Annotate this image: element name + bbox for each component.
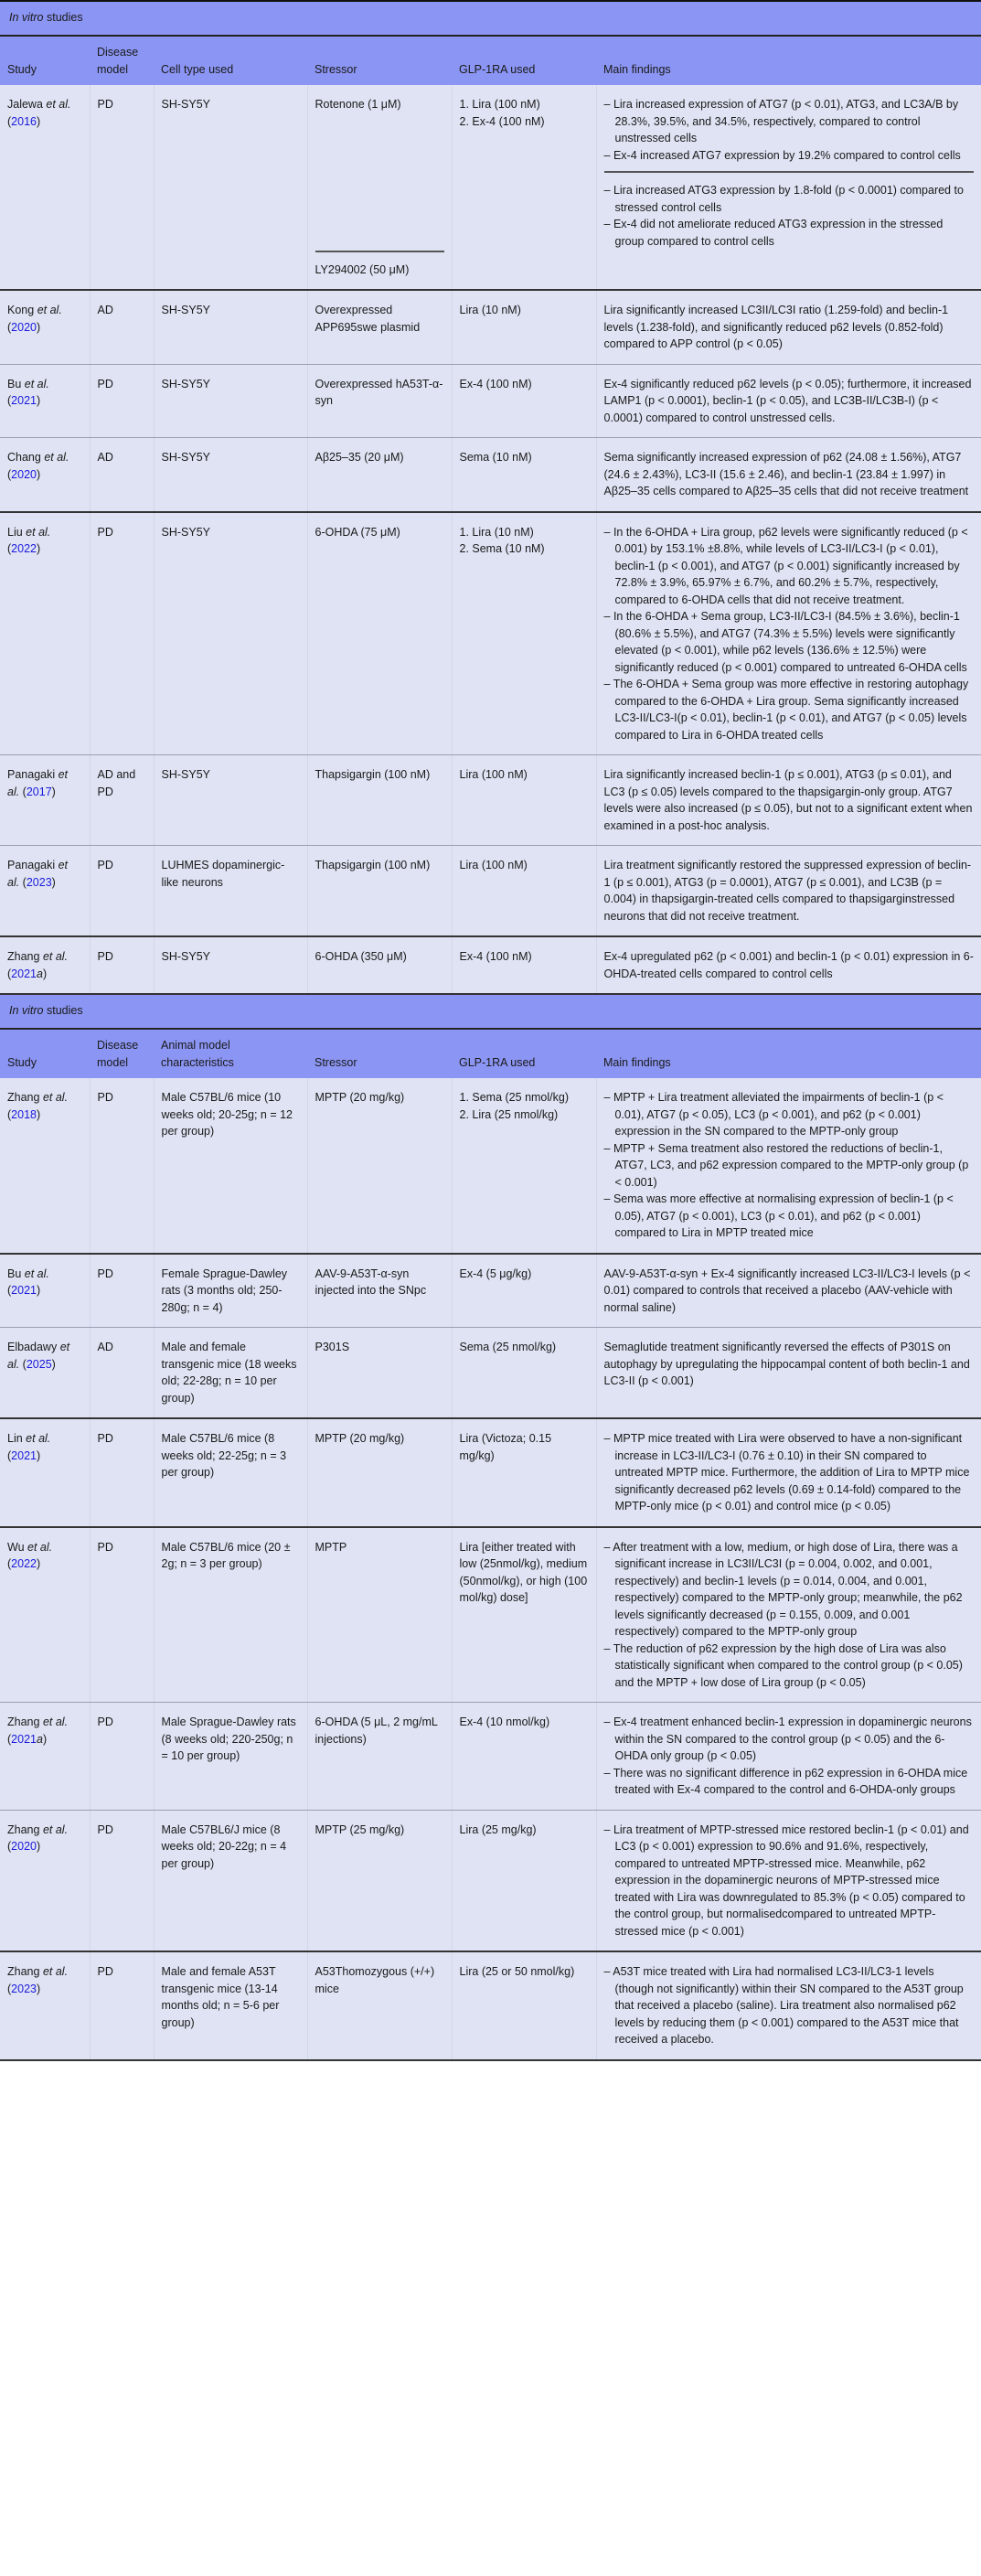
finding-bullet-item: – A53T mice treated with Lira had normalised LC3-II/LC3-1 levels (though not significantly) within their SN compared to the A53T group that received a placebo (saline). Lira treatment also normalised p62 levels by reducing them (p < 0.001) compared to the A53T mice that received a placebo. — [604, 1963, 975, 2048]
study-etal: et al. — [27, 1540, 53, 1554]
study-etal: et al. — [42, 1716, 69, 1728]
cell-type-cell: SH-SY5Y — [154, 364, 307, 438]
column-header: Study — [0, 1029, 90, 1078]
glp1ra-entry — [460, 376, 589, 393]
table-row — [0, 1810, 981, 1951]
glp1ra-entry — [460, 766, 589, 784]
citation-year-link[interactable]: 2023 — [26, 875, 52, 889]
study-cell: Zhang et al. (2023) — [0, 1951, 90, 2060]
disease-model-cell: PD — [90, 512, 154, 755]
study-cell: Bu et al. (2021) — [0, 364, 90, 438]
citation-year-link[interactable]: 2025 — [26, 1357, 52, 1371]
study-cell: Bu et al. (2021) — [0, 1254, 90, 1328]
findings-sub — [604, 96, 975, 164]
study-etal: et al. — [42, 950, 69, 963]
table-row — [0, 1254, 981, 1328]
stressor-cell: 6-OHDA (350 μM) — [307, 936, 452, 994]
stressor-cell: Aβ25–35 (20 μM) — [307, 438, 452, 512]
study-etal: et al. — [7, 768, 69, 798]
animal-model-cell: Male C57BL/6 mice (20 ± 2g; n = 3 per group) — [154, 1527, 307, 1703]
finding-bullet-item: – The 6-OHDA + Sema group was more effective in restoring autophagy compared to the 6-OHDA + Lira group. Sema significantly increased LC3-II/LC3-I(p < 0.01), beclin-1 (p < 0.01), and ATG7 (p < 0.05) levels compared to Lira in 6-OHDA treated cells — [604, 676, 975, 743]
glp1ra-entry-item: 1. Sema (25 nmol/kg) — [459, 1091, 569, 1104]
disease-model-cell: PD — [90, 846, 154, 937]
stressor-cell: P301S — [307, 1328, 452, 1419]
stressor-cell: MPTP — [307, 1527, 452, 1703]
study-author: Jalewa — [7, 98, 43, 111]
main-findings-cell: Semaglutide treatment significantly reversed the effects of P301S on autophagy by upregulating the hippocampal content of both beclin-1 and LC3-II (p < 0.001) — [596, 1328, 981, 1419]
finding-bullet-item: – There was no significant difference in p62 expression in 6-OHDA mice treated with Ex-4 compared to the control and 6-OHDA-only groups — [604, 1765, 975, 1799]
glp1ra-entry — [460, 1266, 589, 1283]
main-findings-cell — [596, 1078, 981, 1254]
stressor-cell: Thapsigargin (100 nM) — [307, 846, 452, 937]
citation-year-link[interactable]: 2021 — [11, 1732, 37, 1746]
glp1ra-entry-item: 1. Lira (100 nM) — [459, 98, 540, 111]
study-cell: Wu et al. (2022) — [0, 1527, 90, 1703]
citation-year-link[interactable]: 2021 — [11, 394, 37, 407]
glp1ra-cell — [452, 1254, 596, 1328]
citation-year-link[interactable]: 2020 — [11, 1840, 37, 1853]
study-author: Zhang — [7, 950, 40, 963]
glp1ra-cell — [452, 512, 596, 755]
stressor-sub: LY294002 (50 μM) — [315, 251, 444, 279]
glp1ra-cell — [452, 364, 596, 438]
disease-model-cell: PD — [90, 936, 154, 994]
glp1ra-entry — [460, 1822, 589, 1839]
finding-bullet — [604, 1822, 975, 1940]
glp1ra-entry-item: Ex-4 (5 μg/kg) — [459, 1267, 532, 1280]
disease-model-cell: AD and PD — [90, 755, 154, 846]
study-cell: Zhang et al. (2021a) — [0, 936, 90, 994]
study-author: Panagaki — [7, 768, 56, 781]
stressor-cell: MPTP (20 mg/kg) — [307, 1078, 452, 1254]
glp1ra-entry-item: 2. Sema (10 nM) — [459, 542, 545, 555]
glp1ra-entry — [460, 96, 589, 130]
animal-model-cell: Male C57BL/6 mice (8 weeks old; 22-25g; n = 3 per group) — [154, 1418, 307, 1527]
table-row — [0, 1527, 981, 1703]
disease-model-cell: AD — [90, 1328, 154, 1419]
main-findings-cell — [596, 1810, 981, 1951]
glp1ra-entry — [460, 1339, 589, 1356]
finding-bullet — [604, 96, 975, 164]
column-header: Disease model — [90, 36, 154, 85]
glp1ra-entry-item: Ex-4 (100 nM) — [459, 377, 532, 390]
stressor-sub: Rotenone (1 μM) — [315, 98, 401, 111]
disease-model-cell: PD — [90, 1254, 154, 1328]
citation-year-link[interactable]: 2021 — [11, 1448, 37, 1462]
cell-type-cell: SH-SY5Y — [154, 85, 307, 290]
glp1ra-entry-item: Lira (Victoza; 0.15 mg/kg) — [459, 1432, 552, 1462]
glp1ra-cell — [452, 438, 596, 512]
study-author: Lin — [7, 1432, 23, 1445]
glp1ra-cell — [452, 1810, 596, 1951]
stressor-cell: AAV-9-A53T-α-syn injected into the SNpc — [307, 1254, 452, 1328]
disease-model-cell: PD — [90, 1527, 154, 1703]
column-header: Animal model characteristics — [154, 1029, 307, 1078]
animal-model-cell: Male and female transgenic mice (18 weeks old; 22-28g; n = 10 per group) — [154, 1328, 307, 1419]
citation-year-link[interactable]: 2018 — [11, 1107, 37, 1121]
main-findings-cell — [596, 512, 981, 755]
citation-year-link[interactable]: 2021 — [11, 1284, 37, 1297]
study-etal: et al. — [26, 1432, 51, 1445]
disease-model-cell: AD — [90, 438, 154, 512]
glp1ra-cell — [452, 1527, 596, 1703]
glp1ra-entry — [460, 1430, 589, 1464]
stressor-cell: MPTP (20 mg/kg) — [307, 1418, 452, 1527]
finding-bullet — [604, 524, 975, 744]
disease-model-cell: PD — [90, 1078, 154, 1254]
stressor-cell: MPTP (25 mg/kg) — [307, 1810, 452, 1951]
main-findings-cell — [596, 1418, 981, 1527]
finding-bullet — [604, 182, 975, 250]
study-author: Bu — [7, 377, 22, 390]
glp1ra-cell — [452, 1078, 596, 1254]
glp1ra-entry — [460, 524, 589, 558]
glp1ra-entry — [460, 1539, 589, 1607]
study-cell: Elbadawy et al. (2025) — [0, 1328, 90, 1419]
table-row — [0, 364, 981, 438]
citation-year-link[interactable]: 2020 — [11, 320, 37, 334]
study-author: Zhang — [7, 1091, 40, 1104]
study-cell: Panagaki et al. (2023) — [0, 846, 90, 937]
stressor-cell: 6-OHDA (75 μM) — [307, 512, 452, 755]
study-cell: Kong et al. (2020) — [0, 290, 90, 364]
glp1ra-entry-item: Lira (25 mg/kg) — [459, 1822, 537, 1836]
stressor-cell: 6-OHDA (5 μL, 2 mg/mL injections) — [307, 1703, 452, 1811]
study-cell: Jalewa et al. (2016) — [0, 85, 90, 290]
column-header: Disease model — [90, 1029, 154, 1078]
study-etal: et al. — [7, 1341, 70, 1371]
table-row — [0, 846, 981, 937]
glp1ra-entry-item: 2. Ex-4 (100 nM) — [459, 114, 545, 128]
study-author: Elbadawy — [7, 1341, 58, 1353]
disease-model-cell: PD — [90, 1810, 154, 1951]
glp1ra-entry — [460, 1963, 589, 1981]
study-cell: Liu et al. (2022) — [0, 512, 90, 755]
glp1ra-entry-item: Ex-4 (100 nM) — [459, 950, 532, 963]
main-findings-cell — [596, 1951, 981, 2060]
study-author: Zhang — [7, 1965, 40, 1978]
cell-type-cell: SH-SY5Y — [154, 512, 307, 755]
glp1ra-entry — [460, 948, 589, 966]
glp1ra-cell — [452, 1703, 596, 1811]
glp1ra-entry-item: Sema (25 nmol/kg) — [459, 1341, 557, 1353]
study-etal: et al. — [42, 1822, 69, 1836]
glp1ra-cell — [452, 755, 596, 846]
citation-year-link[interactable]: 2022 — [11, 542, 37, 555]
disease-model-cell: PD — [90, 1951, 154, 2060]
disease-model-cell: AD — [90, 290, 154, 364]
stressor-cell: Overexpressed APP695swe plasmid — [307, 290, 452, 364]
table-row — [0, 1418, 981, 1527]
main-findings-cell: Lira treatment significantly restored the suppressed expression of beclin-1 (p ≤ 0.001), ATG3 (p = 0.0001), ATG7 (p ≤ 0.001), and LC3B (p = 0.004) in thapsigargin-treated cells compared to thapsigarginstressed neurons that did not receive treatment. — [596, 846, 981, 937]
study-cell: Chang et al. (2020) — [0, 438, 90, 512]
study-cell: Zhang et al. (2020) — [0, 1810, 90, 1951]
table-row — [0, 512, 981, 755]
glp1ra-entry-item: Sema (10 nM) — [459, 451, 532, 464]
column-header: Cell type used — [154, 36, 307, 85]
table-row — [0, 936, 981, 994]
finding-bullet — [604, 1714, 975, 1799]
section-title-rest: studies — [43, 1004, 83, 1017]
finding-bullet-item: – In the 6-OHDA + Sema group, LC3-II/LC3-I (84.5% ± 3.6%), beclin-1 (80.6% ± 5.5%), and ATG7 (74.3% ± 5.5%) levels were significantly elevated (p < 0.001), while p62 levels (136.6% ± 12.5%) were significantly reduced (p < 0.001) compared to untreated 6-OHDA cells — [604, 608, 975, 676]
finding-bullet — [604, 1539, 975, 1692]
finding-bullet — [604, 1963, 975, 2048]
study-etal: et al. — [46, 98, 71, 111]
column-header: GLP-1RA used — [452, 36, 596, 85]
table-row — [0, 1951, 981, 2060]
table-row — [0, 755, 981, 846]
study-author: Liu — [7, 525, 23, 539]
findings-sub — [604, 171, 975, 250]
column-header: GLP-1RA used — [452, 1029, 596, 1078]
study-etal: et al. — [7, 859, 69, 889]
finding-bullet-item: – In the 6-OHDA + Lira group, p62 levels were significantly reduced (p < 0.001) by 153.1% ±8.8%, while levels of LC3-II/LC3-I (p < 0.01), beclin-1 (p < 0.001), and ATG7 (p < 0.001) significantly increased by 72.8% ± 3.9%, 65.97% ± 6.7%, and 60.2% ± 5.7%, respectively, compared to 6-OHDA cells that did not receive treatment. — [604, 524, 975, 609]
table-row — [0, 85, 981, 290]
section-title-row — [0, 994, 981, 1029]
study-author: Panagaki — [7, 859, 56, 871]
table-row — [0, 1328, 981, 1419]
finding-bullet-item: – After treatment with a low, medium, or high dose of Lira, there was a significant increase in LC3II/LC3I (p = 0.004, 0.002, and 0.001, respectively) and beclin-1 levels (p = 0.014, 0.004, and 0.001, respectively) compared to the MPTP-only group; meanwhile, the p62 levels significantly decreased (p = 0.155, 0.009, and 0.001 respectively) compared to the MPTP-only group — [604, 1539, 975, 1641]
study-etal: et al. — [44, 451, 69, 464]
glp1ra-entry-item: Ex-4 (10 nmol/kg) — [459, 1716, 550, 1728]
citation-year-link[interactable]: 2016 — [11, 114, 37, 128]
glp1ra-entry-item: Lira [either treated with low (25nmol/kg), medium (50nmol/kg), or high (100 mol/kg) dose] — [459, 1540, 588, 1604]
citation-year-link[interactable]: 2020 — [11, 467, 37, 481]
cell-type-cell: SH-SY5Y — [154, 755, 307, 846]
finding-bullet-item: – Ex-4 did not ameliorate reduced ATG3 expression in the stressed group compared to control cells — [604, 216, 975, 250]
column-header: Stressor — [307, 1029, 452, 1078]
cell-type-cell: SH-SY5Y — [154, 936, 307, 994]
finding-bullet-item: – Lira increased expression of ATG7 (p < 0.01), ATG3, and LC3A/B by 28.3%, 39.5%, and 34.5%, respectively, compared to control unstressed cells — [604, 96, 975, 147]
finding-bullet-item: – MPTP + Sema treatment also restored the reductions of beclin-1, ATG7, LC3, and p62 expression compared to the MPTP-only group (p < 0.001) — [604, 1140, 975, 1192]
study-author: Zhang — [7, 1716, 40, 1728]
disease-model-cell: PD — [90, 1703, 154, 1811]
cell-type-cell: SH-SY5Y — [154, 290, 307, 364]
finding-bullet-item: – MPTP mice treated with Lira were observed to have a non-significant increase in LC3-II/LC3-I (0.76 ± 0.10) in their SN compared to untreated MPTP mice. Furthermore, the addition of Lira to MPTP mice significantly decreased p62 levels (0.69 ± 0.14-fold) compared to the MPTP-only mice (p < 0.01) and control mice (p < 0.05) — [604, 1430, 975, 1515]
glp1ra-entry-item: Lira (10 nM) — [459, 304, 521, 316]
table-row — [0, 1078, 981, 1254]
glp1ra-entry — [460, 1714, 589, 1731]
animal-model-cell: Male and female A53T transgenic mice (13-14 months old; n = 5-6 per group) — [154, 1951, 307, 2060]
finding-bullet-item: – Lira increased ATG3 expression by 1.8-fold (p < 0.0001) compared to stressed control cells — [604, 182, 975, 216]
glp1ra-entry — [460, 857, 589, 874]
glp1ra-cell — [452, 290, 596, 364]
column-header: Study — [0, 36, 90, 85]
column-header: Stressor — [307, 36, 452, 85]
study-cell: Lin et al. (2021) — [0, 1418, 90, 1527]
glp1ra-entry-item: Lira (100 nM) — [459, 768, 528, 781]
section-title-italic: In vitro — [9, 1004, 44, 1017]
stressor-cell: Overexpressed hA53T-α-syn — [307, 364, 452, 438]
column-header-row — [0, 1029, 981, 1078]
main-findings-cell — [596, 1703, 981, 1811]
table-row — [0, 438, 981, 512]
study-cell: Zhang et al. (2018) — [0, 1078, 90, 1254]
citation-year-link[interactable]: 2022 — [11, 1557, 37, 1570]
glp1ra-entry-item: 2. Lira (25 nmol/kg) — [459, 1107, 559, 1121]
section-title — [0, 994, 981, 1029]
glp1ra-cell — [452, 1328, 596, 1419]
stressor-cell: Thapsigargin (100 nM) — [307, 755, 452, 846]
study-etal: et al. — [26, 525, 51, 539]
glp1ra-cell — [452, 1951, 596, 2060]
citation-year-link[interactable]: 2021 — [11, 967, 37, 980]
main-findings-cell — [596, 1527, 981, 1703]
main-findings-cell — [596, 85, 981, 290]
glp1ra-entry — [460, 1089, 589, 1123]
glp1ra-entry-item: Lira (100 nM) — [459, 859, 528, 871]
citation-suffix: a — [36, 1732, 43, 1746]
glp1ra-cell — [452, 846, 596, 937]
stressor-cell — [307, 85, 452, 290]
glp1ra-cell — [452, 85, 596, 290]
study-author: Chang — [7, 451, 41, 464]
section-title-row — [0, 1, 981, 36]
study-cell: Zhang et al. (2021a) — [0, 1703, 90, 1811]
glp1ra-cell — [452, 936, 596, 994]
study-cell: Panagaki et al. (2017) — [0, 755, 90, 846]
disease-model-cell: PD — [90, 85, 154, 290]
animal-model-cell: Male C57BL6/J mice (8 weeks old; 20-22g; n = 4 per group) — [154, 1810, 307, 1951]
main-findings-cell: Ex-4 significantly reduced p62 levels (p < 0.05); furthermore, it increased LAMP1 (p < 0.0001), beclin-1 (p < 0.05), and LC3B-II/LC3B-I) (p < 0.0001) compared to control unstressed cells. — [596, 364, 981, 438]
disease-model-cell: PD — [90, 364, 154, 438]
finding-bullet-item: – The reduction of p62 expression by the high dose of Lira was also statistically significant when compared to the control group (p < 0.05) and the MPTP + low dose of Lira group (p < 0.05) — [604, 1641, 975, 1692]
study-etal: et al. — [42, 1091, 69, 1104]
main-findings-cell: Lira significantly increased LC3II/LC3I ratio (1.259-fold) and beclin-1 levels (1.238-fold), and significantly reduced p62 levels (0.852-fold) compared to APP control (p < 0.05) — [596, 290, 981, 364]
glp1ra-entry-item: Lira (25 or 50 nmol/kg) — [459, 1965, 575, 1978]
study-author: Zhang — [7, 1822, 40, 1836]
citation-suffix: a — [36, 967, 43, 980]
finding-bullet-item: – Ex-4 increased ATG7 expression by 19.2% compared to control cells — [604, 147, 975, 165]
column-header-row — [0, 36, 981, 85]
animal-model-cell: Female Sprague-Dawley rats (3 months old; 250-280g; n = 4) — [154, 1254, 307, 1328]
study-author: Wu — [7, 1540, 25, 1554]
section-title-rest: studies — [43, 11, 83, 24]
study-etal: et al. — [42, 1965, 69, 1978]
finding-bullet — [604, 1089, 975, 1242]
column-header: Main findings — [596, 36, 981, 85]
main-findings-cell: Sema significantly increased expression of p62 (24.08 ± 1.56%), ATG7 (24.6 ± 2.43%), LC3-II (15.6 ± 2.46), and beclin-1 (23.84 ± 1.997) in Aβ25–35 cells compared to Aβ25–35 cells that did not receive treatment — [596, 438, 981, 512]
finding-bullet-item: – Sema was more effective at normalising expression of beclin-1 (p < 0.05), ATG7 (p < 0.001), LC3 (p < 0.01), and p62 (p < 0.001) compared to Lira in MPTP treated mice — [604, 1191, 975, 1242]
citation-year-link[interactable]: 2017 — [26, 785, 52, 798]
glp1ra-cell — [452, 1418, 596, 1527]
table-row — [0, 290, 981, 364]
main-findings-cell: Ex-4 upregulated p62 (p < 0.001) and beclin-1 (p < 0.01) expression in 6-OHDA-treated cells compared to control cells — [596, 936, 981, 994]
finding-bullet-item: – Lira treatment of MPTP-stressed mice restored beclin-1 (p < 0.01) and LC3 (p < 0.001) expression to 90.6% and 91.6%, respectively, compared to untreated MPTP-stressed mice. Meanwhile, p62 expression in the dopaminergic neurons of MPTP-stressed mice treated with Lira was downregulated to 85.3% (p < 0.05) compared to the control group, but normalisedcompared to untreated MPTP-stressed mice (p < 0.001) — [604, 1822, 975, 1940]
stressor-cell: A53Thomozygous (+/+) mice — [307, 1951, 452, 2060]
cell-type-cell: LUHMES dopaminergic-like neurons — [154, 846, 307, 937]
study-author: Kong — [7, 304, 35, 316]
finding-bullet-item: – Ex-4 treatment enhanced beclin-1 expression in dopaminergic neurons within the SN compared to the control group (p < 0.05) and the 6-OHDA only group (p < 0.05) — [604, 1714, 975, 1765]
study-author: Bu — [7, 1267, 22, 1280]
study-etal: et al. — [37, 304, 62, 316]
table-row — [0, 1703, 981, 1811]
section-title-italic: In vitro — [9, 11, 44, 24]
study-etal: et al. — [24, 1267, 49, 1280]
citation-year-link[interactable]: 2023 — [11, 1982, 37, 1995]
animal-model-cell: Male Sprague-Dawley rats (8 weeks old; 220-250g; n = 10 per group) — [154, 1703, 307, 1811]
glp1ra-entry — [460, 449, 589, 466]
section-title — [0, 1, 981, 36]
finding-bullet-item: – MPTP + Lira treatment alleviated the impairments of beclin-1 (p < 0.01), ATG7 (p < 0.05), LC3 (p < 0.001), and p62 (p < 0.001) expression in the SN compared to the MPTP-only group — [604, 1089, 975, 1140]
cell-type-cell: SH-SY5Y — [154, 438, 307, 512]
main-findings-cell: Lira significantly increased beclin-1 (p ≤ 0.001), ATG3 (p ≤ 0.01), and LC3 (p ≤ 0.05) levels compared to the thapsigargin-only group. ATG7 levels were also increased (p ≤ 0.05), but not to a significant extent when examined in a post-hoc analysis. — [596, 755, 981, 846]
disease-model-cell: PD — [90, 1418, 154, 1527]
animal-model-cell: Male C57BL/6 mice (10 weeks old; 20-25g; n = 12 per group) — [154, 1078, 307, 1254]
finding-bullet — [604, 1430, 975, 1515]
glp1ra-entry-item: 1. Lira (10 nM) — [459, 525, 534, 539]
column-header: Main findings — [596, 1029, 981, 1078]
glp1ra-entry — [460, 302, 589, 319]
main-findings-cell: AAV-9-A53T-α-syn + Ex-4 significantly increased LC3-II/LC3-I levels (p < 0.01) compared to controls that received a placebo (AAV-vehicle with normal saline) — [596, 1254, 981, 1328]
study-etal: et al. — [24, 377, 49, 390]
